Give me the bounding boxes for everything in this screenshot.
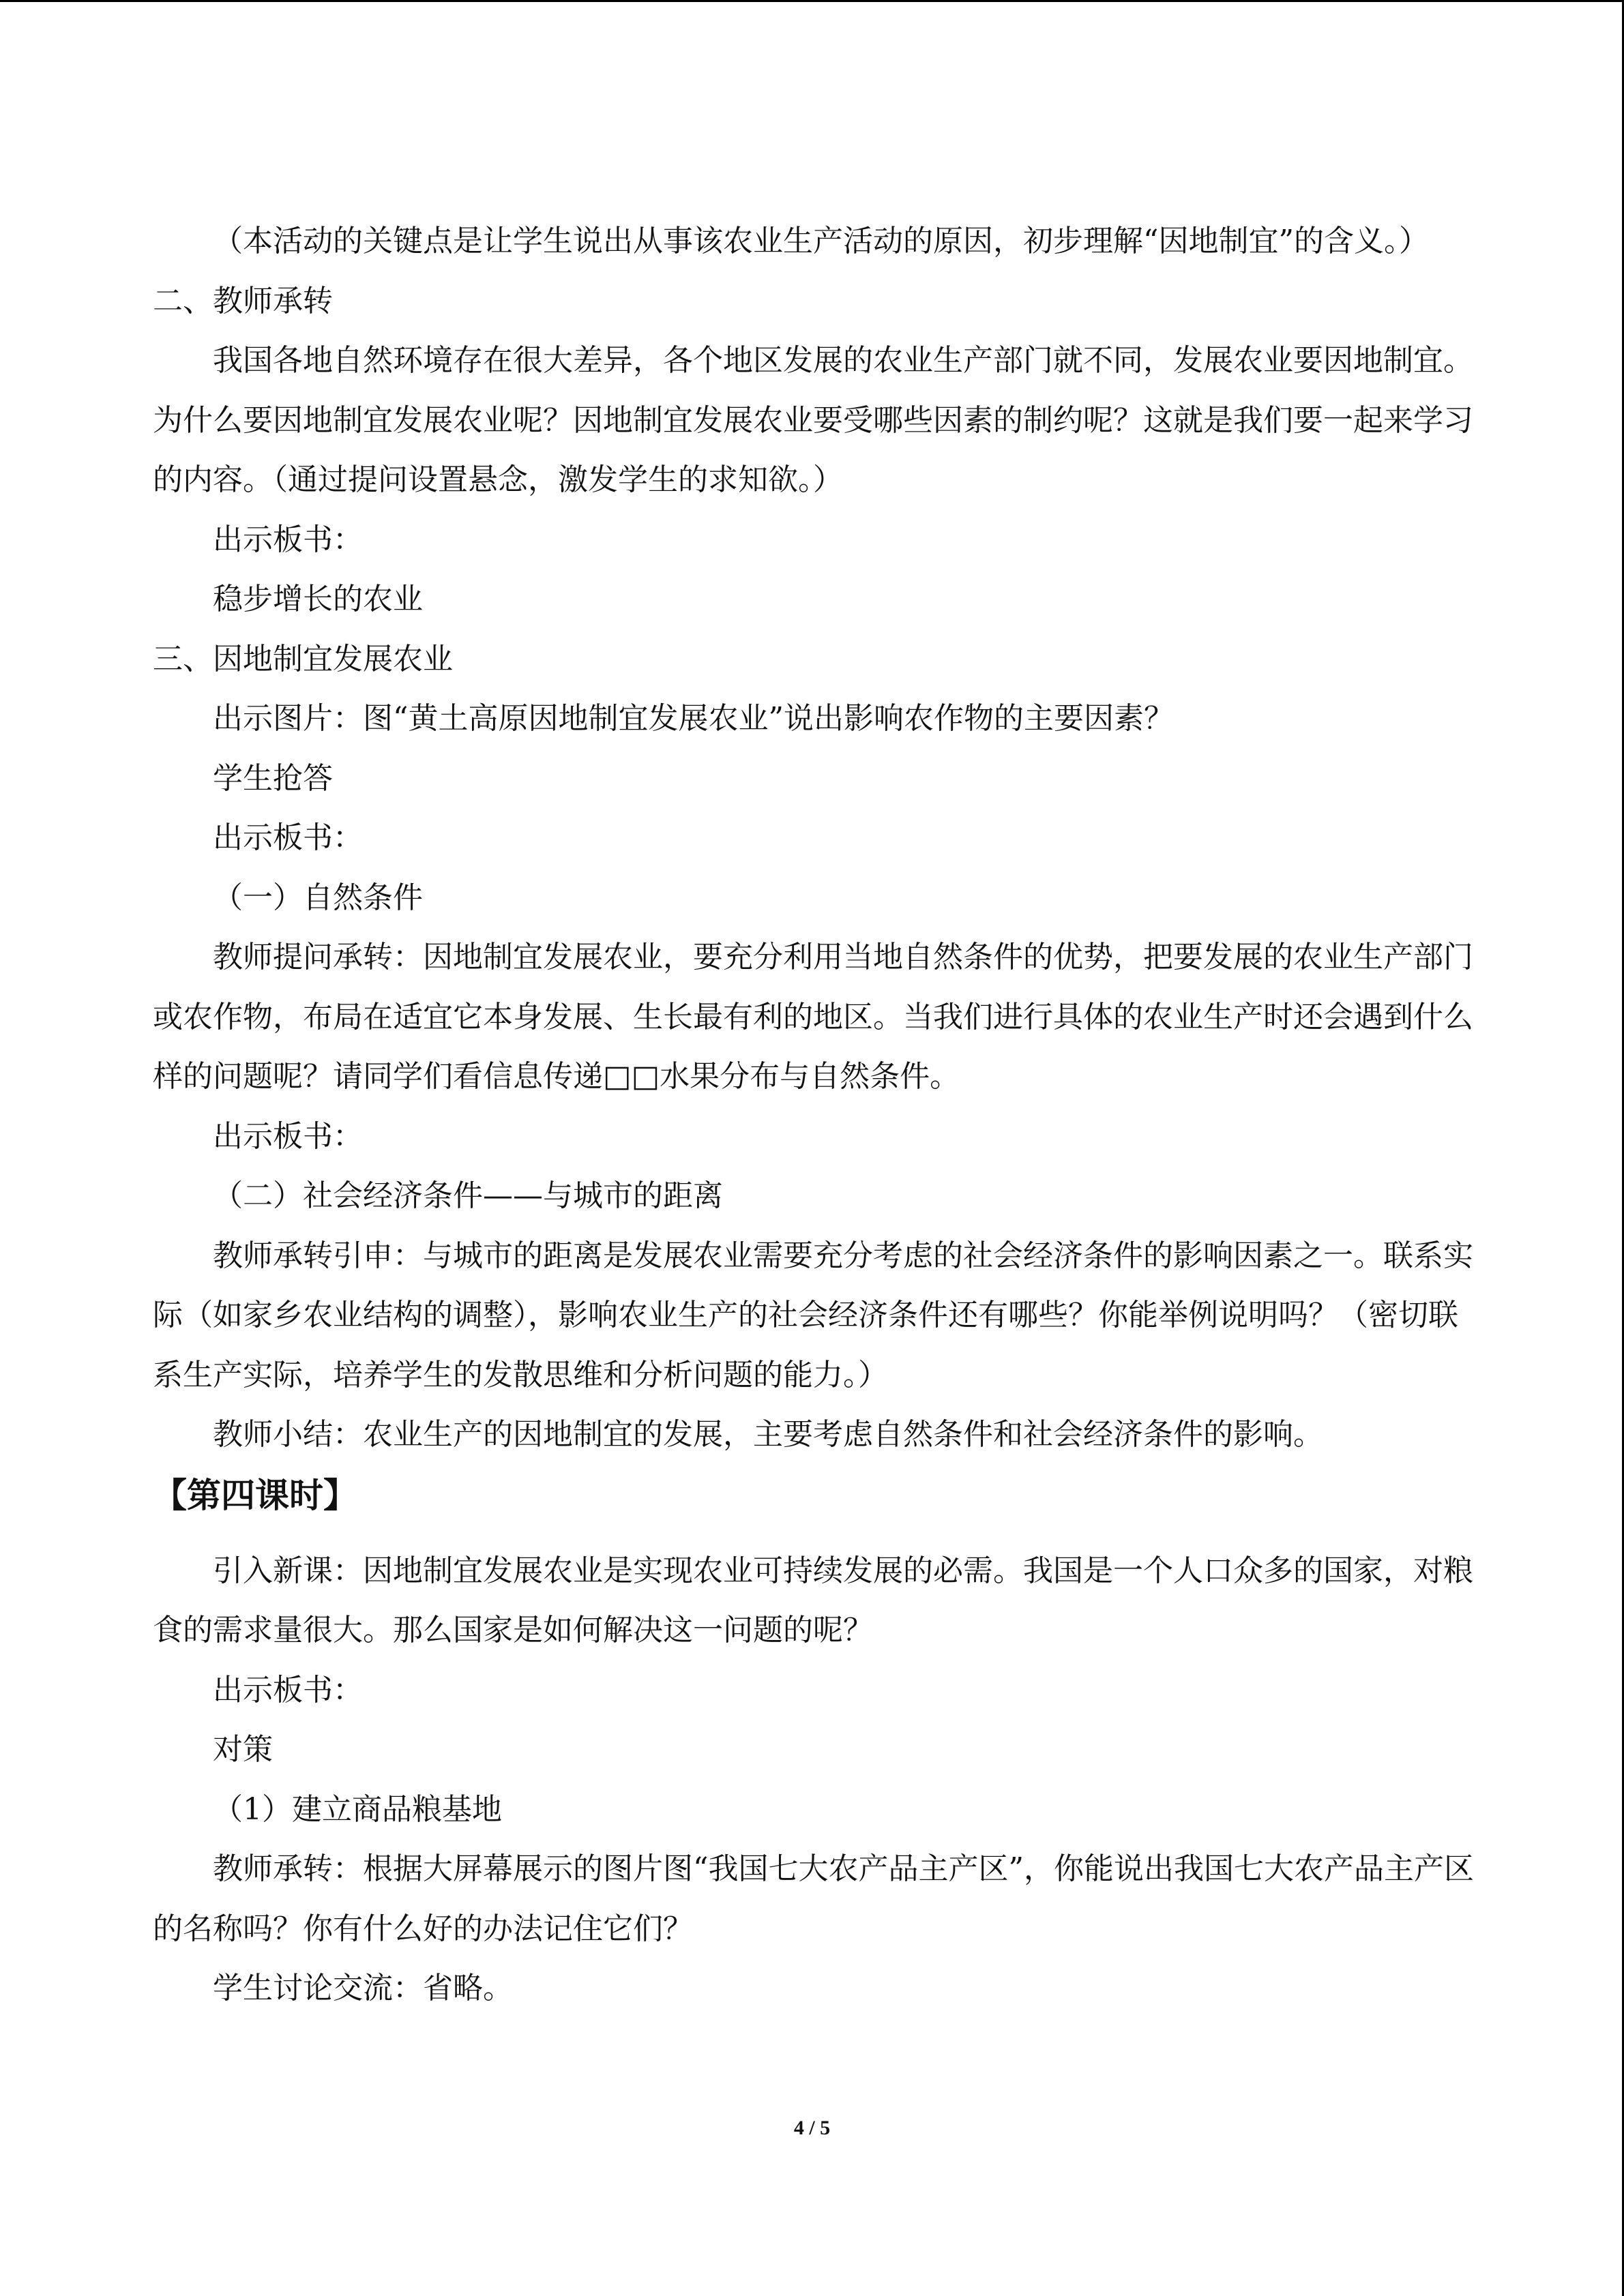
section-subtitle: 二、教师承转 [153, 283, 333, 318]
page-content [153, 211, 1476, 2018]
paragraph: 出示图片：图“黄土高原因地制宜发展农业”说出影响农作物的主要因素？ [213, 701, 1174, 736]
paragraph: 教师承转：根据大屏幕展示的图片图“我国七大农产品主产区”，你能说出我国七大农产品主产区的名称吗？你有什么好的办法记住它们？ [153, 1851, 1474, 1946]
paragraph: 教师小结：农业生产的因地制宜的发展，主要考虑自然条件和社会经济条件的影响。 [213, 1417, 1323, 1452]
paragraph: 学生抢答 [213, 760, 333, 796]
section-heading: 【第四课时】 [153, 1475, 357, 1515]
paragraph: 我国各地自然环境存在很大差异，各个地区发展的农业生产部门就不同，发展农业要因地制宜。为什么要因地制宜发展农业呢？因地制宜发展农业要受哪些因素的制约呢？这就是我们要一起来学习的内容。（通过提问设置悬念，激发学生的求知欲。） [153, 343, 1473, 497]
section-subtitle: 三、因地制宜发展农业 [153, 641, 453, 676]
page-number: 4 / 5 [793, 2117, 831, 2139]
paragraph: 引入新课：因地制宜发展农业是实现农业可持续发展的必需。我国是一个人口众多的国家，对粮食的需求量很大。那么国家是如何解决这一问题的呢？ [153, 1553, 1473, 1648]
paragraph: （1）建立商品粮基地 [213, 1791, 502, 1827]
paragraph: 教师提问承转：因地制宜发展农业，要充分利用当地自然条件的优势，把要发展的农业生产部门或农作物，布局在适宜它本身发展、生长最有利的地区。当我们进行具体的农业生产时还会遇到什么样的问题呢？请同学们看信息传递□□水果分布与自然条件。 [153, 940, 1473, 1094]
paragraph: （本活动的关键点是让学生说出从事该农业生产活动的原因，初步理解“因地制宜”的含义。） [213, 224, 1429, 258]
paragraph: 出示板书： [213, 522, 363, 557]
paragraph: 对策 [213, 1732, 273, 1767]
paragraph: 出示板书： [213, 1672, 363, 1708]
paragraph: 出示板书： [213, 820, 363, 855]
paragraph: （二）社会经济条件——与城市的距离 [213, 1178, 723, 1213]
paragraph: 教师承转引申：与城市的距离是发展农业需要充分考虑的社会经济条件的影响因素之一。联系实际（如家乡农业结构的调整），影响农业生产的社会经济条件还有哪些？你能举例说明吗？（密切联系生产实际，培养学生的发散思维和分析问题的能力。） [153, 1238, 1473, 1392]
top-border [0, 0, 1624, 2]
paragraph: 稳步增长的农业 [213, 582, 423, 616]
paragraph: 出示板书： [213, 1118, 363, 1154]
paragraph: （一）自然条件 [213, 880, 423, 915]
paragraph: 学生讨论交流：省略。 [213, 1971, 513, 2006]
